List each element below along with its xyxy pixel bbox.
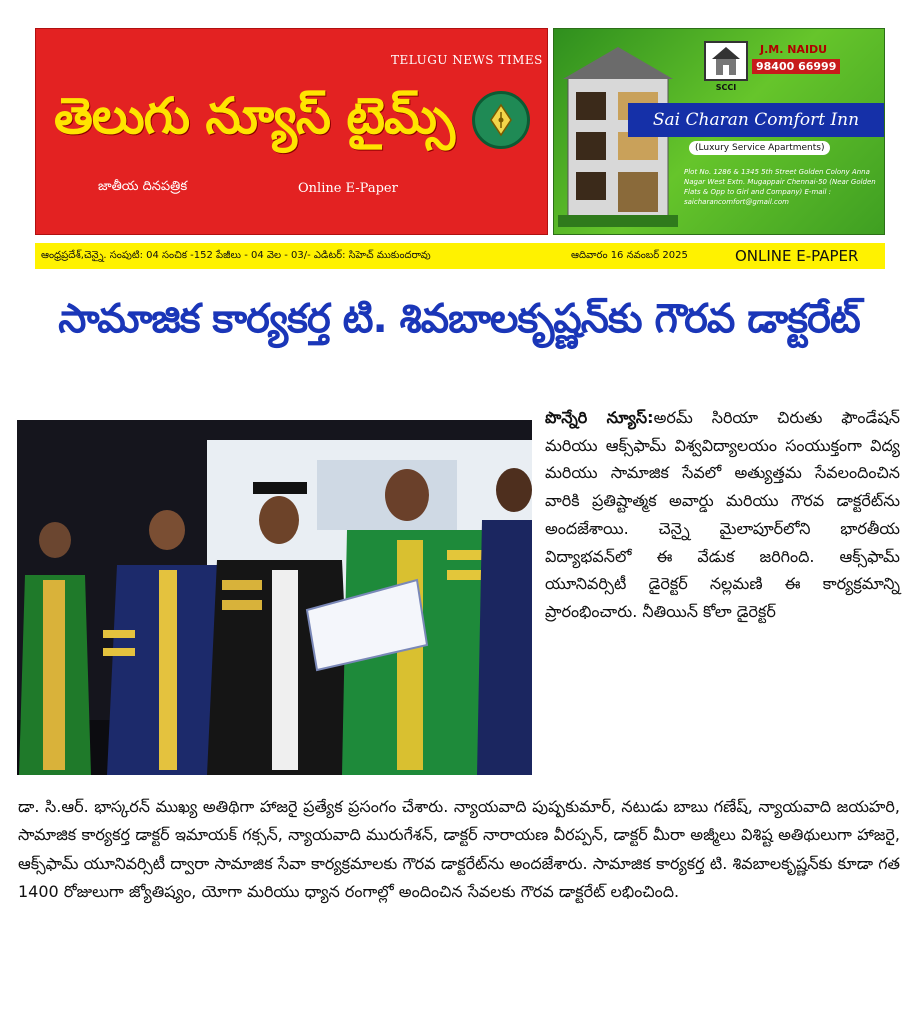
ad-brand: Sai Charan Comfort Inn <box>628 103 884 137</box>
issue-info-bar <box>35 243 885 269</box>
masthead-tagline: TELUGU NEWS TIMES <box>391 53 543 67</box>
article-paragraph-bottom: డా. సి.ఆర్. భాస్కరన్ ముఖ్య అతిథిగా హాజరై ప్రత్యేక ప్రసంగం చేశారు. న్యాయవాది పుష్పకుమార్, నటుడు బాబు గణేష్, న్యాయవాది జయహరి, సామాజిక కార్యకర్త డాక్టర్ ఇమాయక్ గక్సన్, న్యాయవాది మురుగేశన్, డాక్టర్ నారాయణ వీరప్పన్, డాక్టర్ మీరా అజ్మీలు విశిష్ట అతిథులుగా హాజరై, ఆక్స్‌ఫామ్ యూనివర్సిటీ ద్వారా సామాజిక సేవా కార్యక్రమాలకు గౌరవ డాక్టరేట్‌ను అందజేశారు. సామాజిక కార్యకర్త టి. శివబాలకృష్ణన్‌కు కూడా గత 1400 రోజులుగా జ్యోతిష్యం, యోగా మరియు ధ్యాన రంగాల్లో అందించిన సేవలకు గౌరవ డాక్టరేట్ లభించింది. <box>18 797 900 901</box>
headline: సామాజిక కార్యకర్త టి. శివబాలకృష్ణన్‌కు గౌరవ డాక్టరేట్ <box>58 296 860 342</box>
pen-nib-icon <box>472 91 530 149</box>
masthead-edition: Online E-Paper <box>298 181 398 196</box>
article-paragraph-right: అరమ్ సిరియా చిరుతు ఫౌండేషన్ మరియు ఆక్స్‌ఫామ్ విశ్వవిద్యాలయం సంయుక్తంగా విద్య మరియు సామాజిక సేవలో అత్యుత్తమ సేవలందించిన వారికి ప్రతిష్టాత్మక అవార్డు మరియు గౌరవ డాక్టరేట్‌ను అందజేశాయి. చెన్నై మైలాపూర్‌లోని భారతీయ విద్యాభవన్‌లో ఈ వేడుక జరిగింది. ఆక్స్‌ఫామ్ యూనివర్సిటీ డైరెక్టర్ నల్లమణి ఈ కార్యక్రమాన్ని ప్రారంభించారు. నీతియిన్ కోలా డైరెక్టర్ <box>545 408 900 621</box>
ad-address: Plot No. 1286 & 1345 5th Street Golden Colony Anna Nagar West Extn. Mugappair Chennai-50 (Near Golden Flats & Opp to Girl and Company) E-mail : saicharancomfort@gmail.com <box>684 168 876 206</box>
masthead-title: తెలుగు న్యూస్ టైమ్స్ <box>54 87 455 145</box>
article-photo <box>17 420 532 775</box>
ad-phone: 98400 66999 <box>752 59 840 74</box>
issue-date: ఆదివారం 16 నవంబర్ 2025 <box>571 250 688 261</box>
ad-tagline: (Luxury Service Apartments) <box>689 141 830 155</box>
ad-owner-name: J.M. NAIDU <box>760 43 828 56</box>
edition-label: ONLINE E-PAPER <box>735 247 859 265</box>
issue-details: ఆంధ్రప్రదేశ్,చెన్నై. సంపుటి: 04 సంచిక -152 పేజీలు - 04 వెల - 03/- ఎడిటర్: సిహెచ్ ముకుందరావు <box>41 250 431 261</box>
ad-logo-icon <box>704 41 748 81</box>
masthead-subtitle: జాతీయ దినపత్రిక <box>98 179 188 194</box>
ad-logo-text: SCCI <box>715 83 737 92</box>
article-column-right <box>545 404 900 626</box>
advertisement <box>553 28 885 235</box>
article-dateline: పొన్నేరి న్యూస్: <box>545 408 654 427</box>
masthead <box>35 28 548 235</box>
